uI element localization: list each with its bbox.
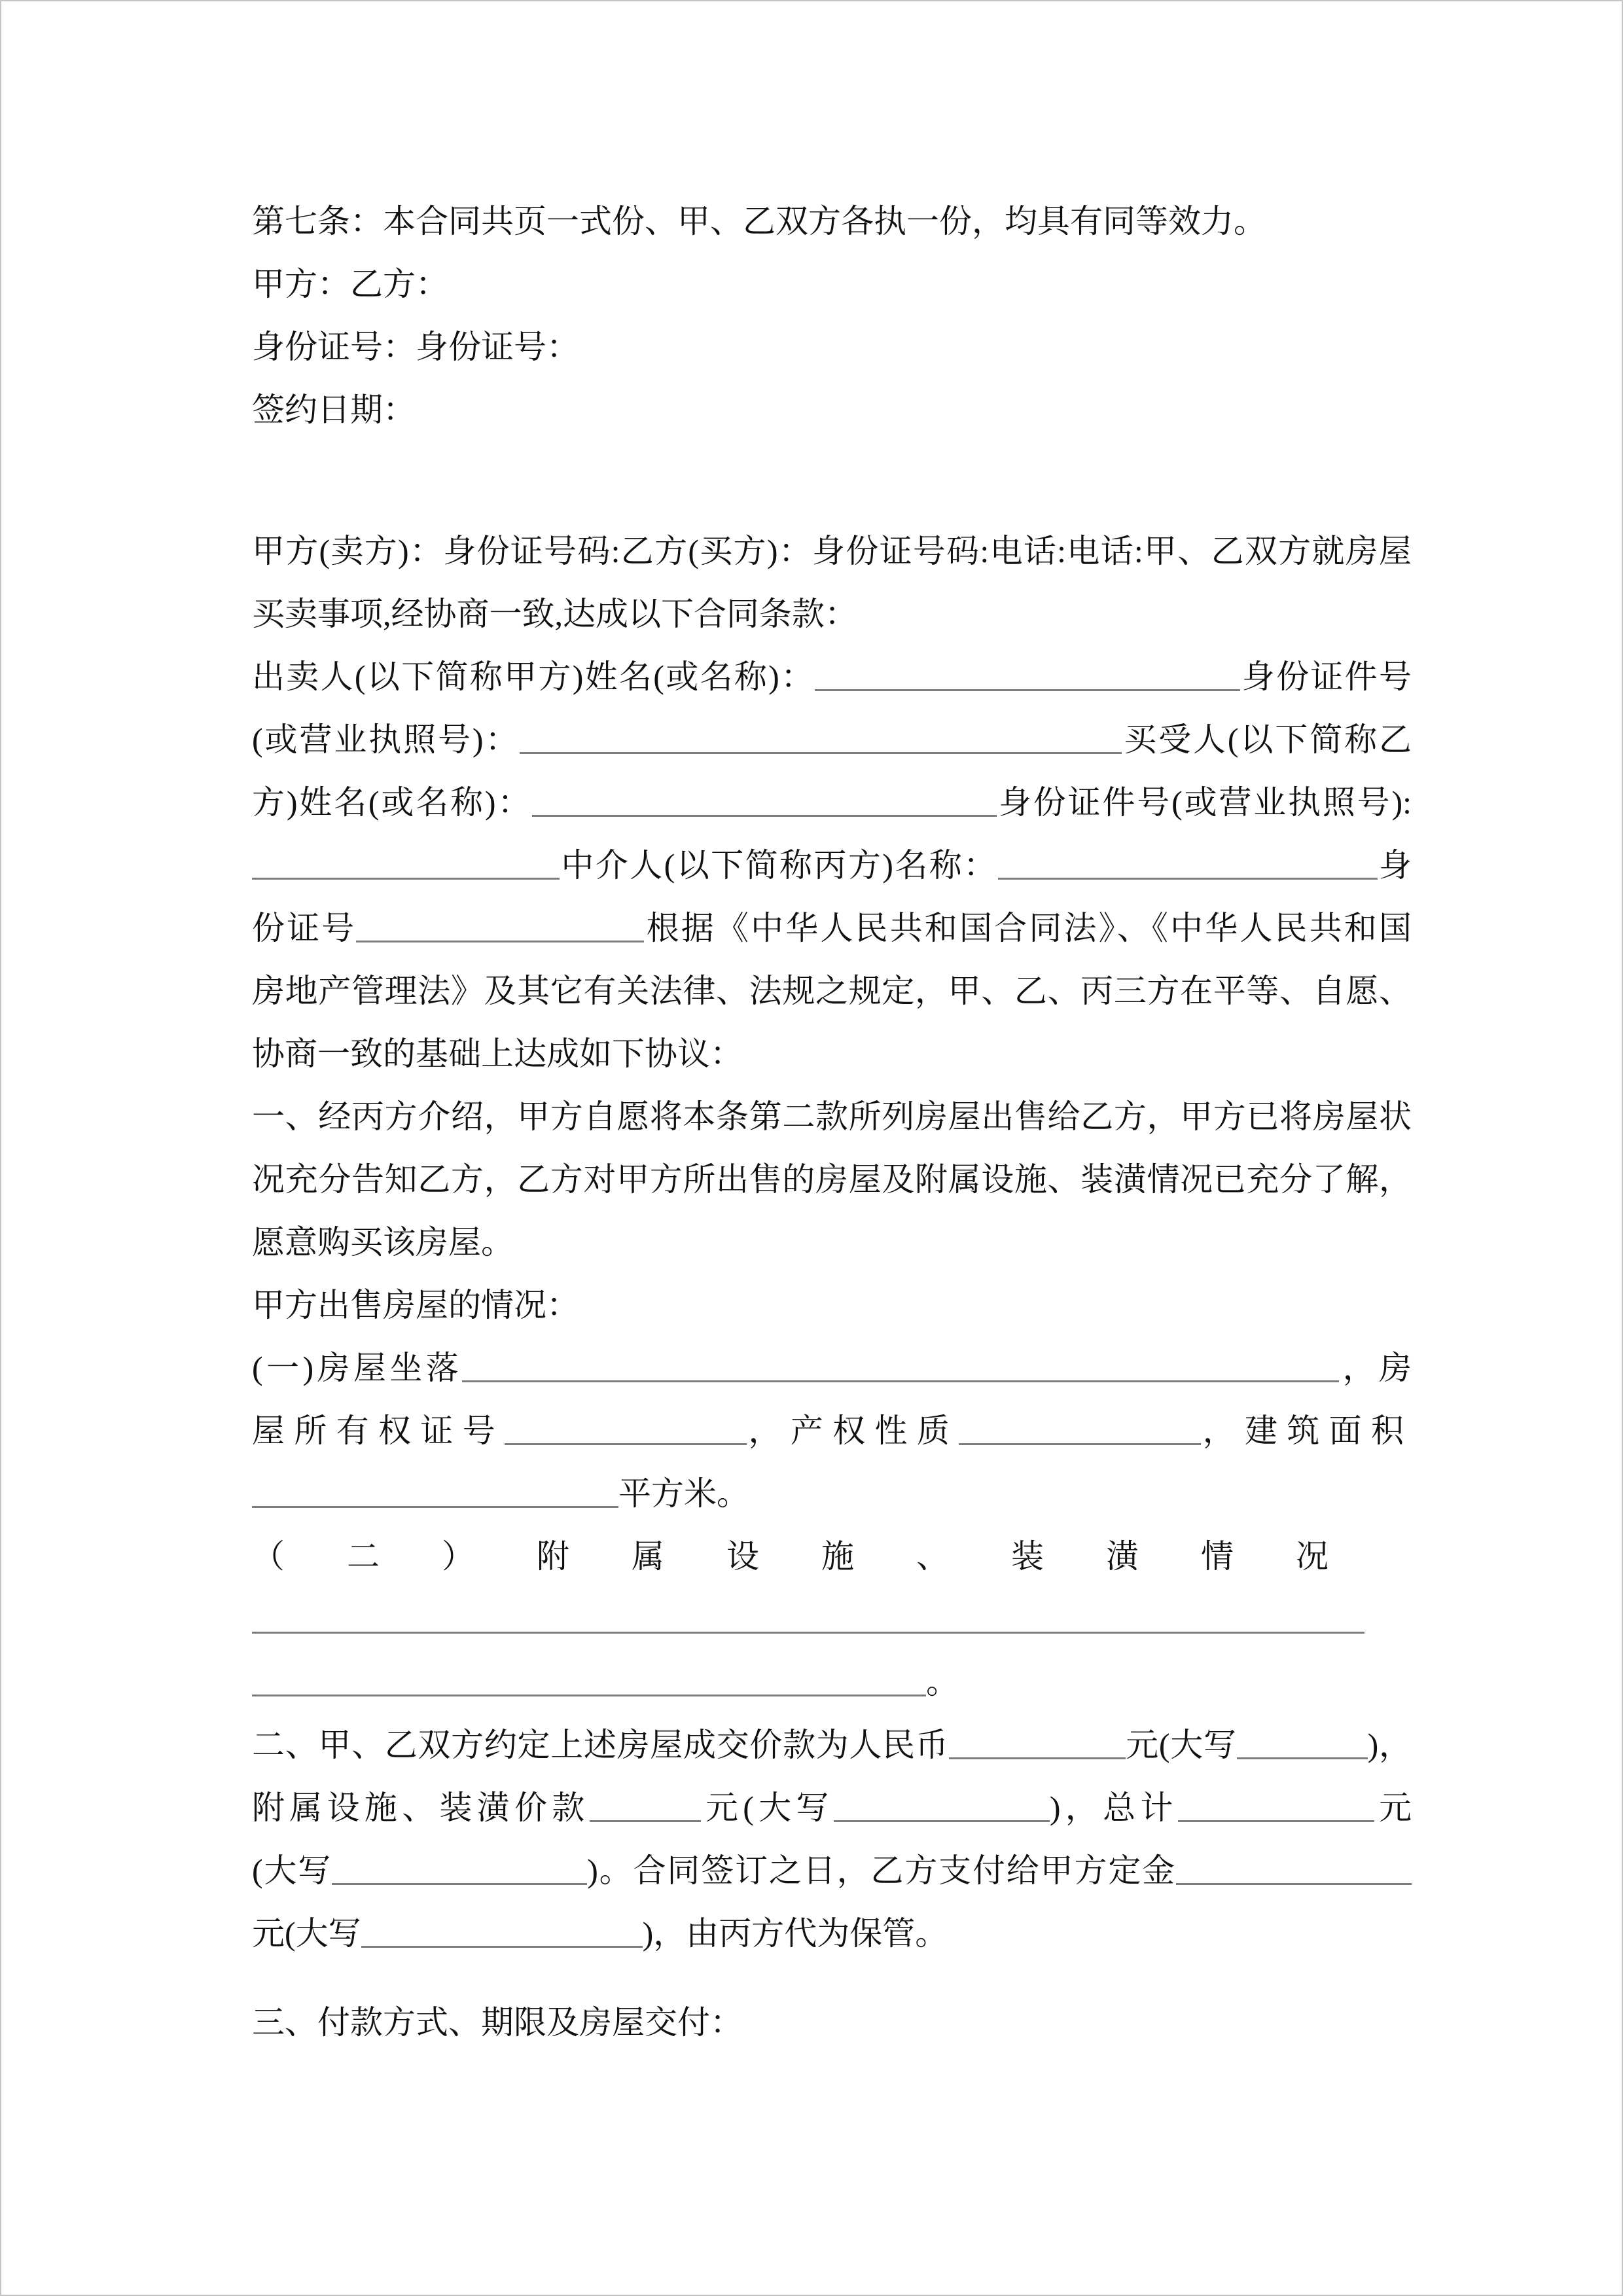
fill-blank — [332, 1883, 587, 1885]
line-facilities-blank — [252, 1588, 1412, 1651]
fill-blank — [252, 1695, 926, 1696]
fill-blank — [949, 1757, 1126, 1759]
fill-blank — [590, 1820, 701, 1822]
deposit-label: )。合同签订之日，乙方支付给甲方定金 — [587, 1852, 1176, 1889]
fill-blank — [252, 878, 560, 880]
line-agent-id-law — [252, 897, 1412, 960]
fill-blank — [520, 752, 1122, 754]
building-area-label: ，建筑面积 — [1201, 1412, 1412, 1449]
line-sign-date: 签约日期： — [252, 391, 416, 428]
line-house-location — [252, 1336, 1412, 1399]
fill-blank — [356, 941, 644, 942]
line-agent-name — [252, 834, 1412, 897]
area-unit-label: 平方米。 — [618, 1475, 749, 1512]
line-house-info-title: 甲方出售房屋的情况： — [252, 1287, 579, 1323]
line-area — [252, 1462, 1412, 1525]
line-clause1-c: 愿意购买该房屋。 — [252, 1224, 514, 1261]
custody-label: )，由丙方代为保管。 — [642, 1915, 948, 1952]
period-mark: 。 — [926, 1664, 959, 1700]
agent-id-suffix: 份证号 — [252, 910, 357, 946]
buyer-intro-label: 买受人(以下简称乙 — [1122, 721, 1412, 758]
line-clause2-deposit — [252, 1839, 1412, 1902]
seller-license-label: (或营业执照号)： — [252, 721, 520, 758]
line-id-labels: 身份证号：身份证号： — [252, 329, 579, 365]
total-label: )，总计 — [1049, 1789, 1178, 1826]
property-right-label: ，产权性质 — [747, 1412, 959, 1449]
buyer-id-label: 身份证件号(或营业执照号): — [997, 784, 1412, 821]
line-ownership-cert — [252, 1399, 1412, 1462]
house-location-suffix: ，房 — [1339, 1350, 1412, 1386]
facilities-price-label: 附属设施、装潢价款 — [252, 1789, 590, 1826]
fill-blank — [815, 689, 1240, 691]
fill-blank — [505, 1443, 747, 1445]
line-buyer-name — [252, 771, 1412, 834]
line-party-labels: 甲方：乙方： — [252, 266, 448, 302]
agent-id-prefix: 身 — [1377, 847, 1412, 884]
fill-blank — [1176, 1883, 1412, 1885]
fill-blank — [998, 878, 1378, 880]
fill-blank — [1237, 1757, 1368, 1759]
seller-id-label: 身份证件号 — [1240, 658, 1412, 695]
price-close: )， — [1367, 1727, 1412, 1763]
capital-open-label: (大写 — [252, 1852, 332, 1889]
deposit-capital-label: 元(大写 — [252, 1915, 361, 1952]
fill-blank — [532, 815, 997, 817]
line-seller-name — [252, 645, 1412, 708]
price-label: 二、甲、乙双方约定上述房屋成交价款为人民币 — [252, 1727, 949, 1763]
line-clause2-custody — [252, 1902, 1412, 1965]
fill-blank — [959, 1443, 1201, 1445]
fill-blank — [462, 1380, 1339, 1382]
line-parties-intro: 甲方(卖方)：身份证号码:乙方(买方)：身份证号码:电话:电话:甲、乙双方就房屋 — [252, 533, 1412, 569]
seller-name-label: 出卖人(以下简称甲方)姓名(或名称)： — [252, 658, 815, 695]
document-content — [252, 190, 1412, 2054]
line-law-continued: 房地产管理法》及其它有关法律、法规之规定，甲、乙、丙三方在平等、自愿、 — [252, 973, 1412, 1009]
agent-name-label: 中介人(以下简称丙方)名称： — [560, 847, 998, 884]
fill-blank — [252, 1506, 618, 1508]
facilities-title-text: （二）附属设施、装潢情况 — [252, 1538, 1391, 1575]
line-terms-intro: 买卖事项,经协商一致,达成以下合同条款： — [252, 596, 857, 632]
line-article7: 第七条：本合同共页一式份、甲、乙双方各执一份，均具有同等效力。 — [252, 203, 1266, 240]
line-clause1-b: 况充分告知乙方，乙方对甲方所出售的房屋及附属设施、装潢情况已充分了解， — [252, 1161, 1412, 1198]
line-clause3-title: 三、付款方式、期限及房屋交付： — [252, 2004, 743, 2041]
buyer-name-label: 方)姓名(或名称)： — [252, 784, 533, 821]
line-clause2-facilities-price — [252, 1776, 1412, 1839]
price-capital-label: 元(大写 — [1125, 1727, 1237, 1763]
facilities-capital-label: 元(大写 — [700, 1789, 834, 1826]
line-agreement-basis: 协商一致的基础上达成如下协议： — [252, 1035, 743, 1072]
yuan-label: 元 — [1374, 1789, 1412, 1826]
line-facilities-blank-end — [252, 1651, 1412, 1713]
fill-blank — [361, 1946, 643, 1948]
fill-blank — [1178, 1820, 1374, 1822]
line-seller-license — [252, 708, 1412, 771]
line-facilities-title — [252, 1525, 1412, 1588]
ownership-cert-label: 屋所有权证号 — [252, 1412, 505, 1449]
law-reference: 根据《中华人民共和国合同法》、《中华人民共和国 — [644, 910, 1412, 946]
line-clause1-a: 一、经丙方介绍，甲方自愿将本条第二款所列房屋出售给乙方，甲方已将房屋状 — [252, 1098, 1412, 1135]
house-location-label: (一)房屋坐落 — [252, 1350, 463, 1386]
line-clause2-price — [252, 1713, 1412, 1776]
fill-blank — [252, 1632, 1364, 1634]
fill-blank — [834, 1820, 1050, 1822]
